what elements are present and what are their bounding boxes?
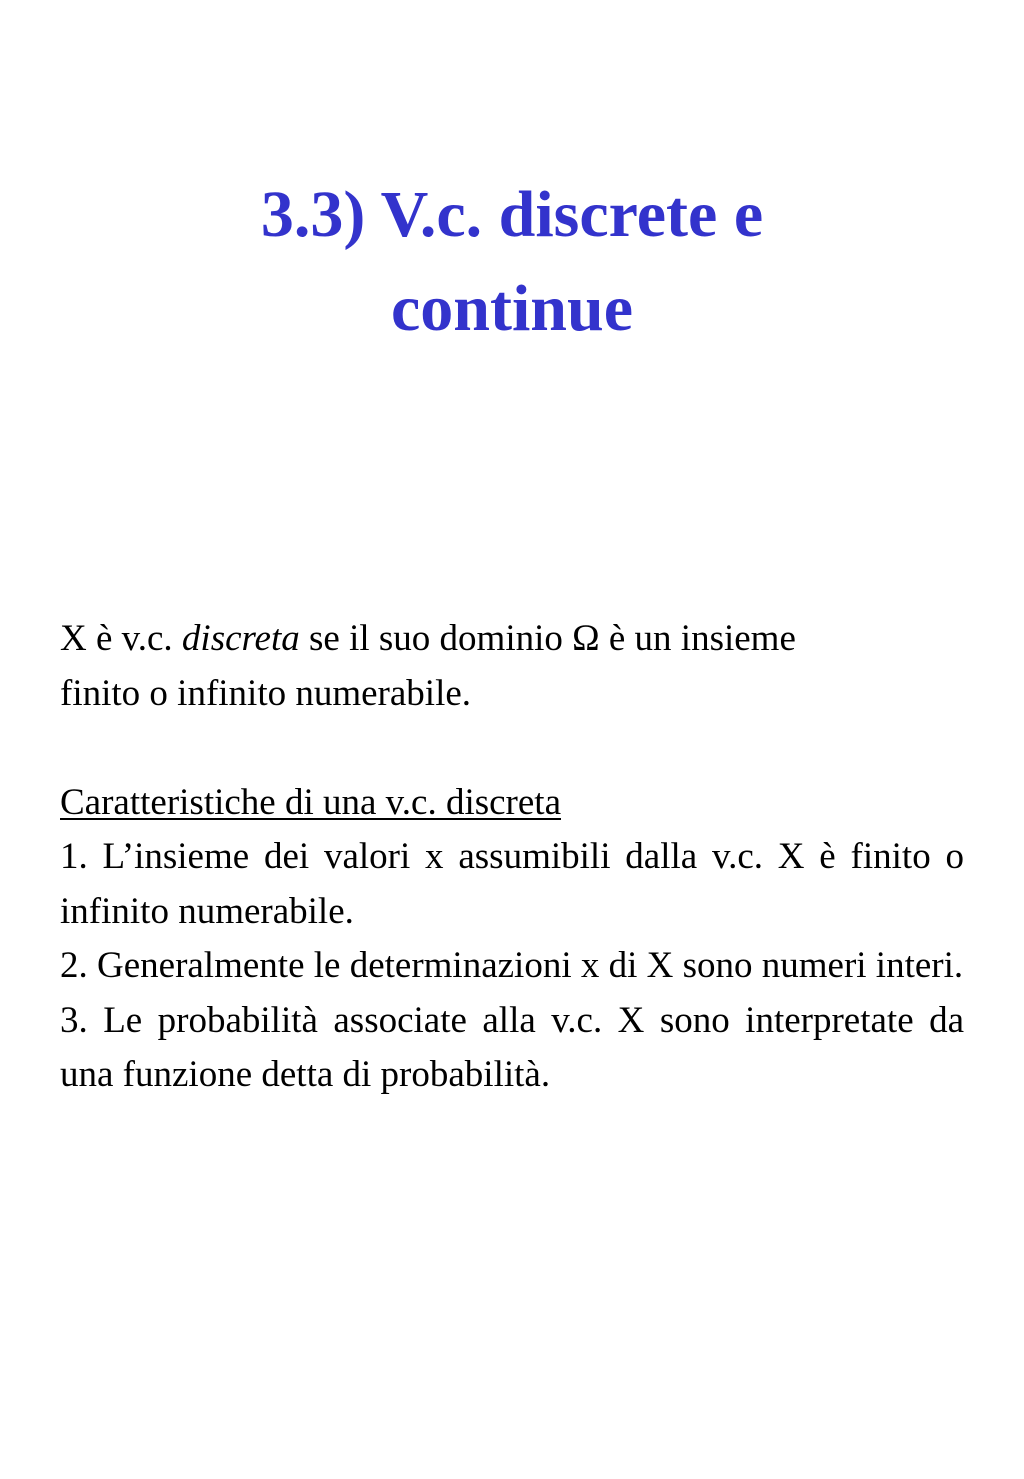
slide-body (60, 612, 964, 1103)
characteristic-item-1: 1. L’insieme dei valori x assumibili dalla v.c. X è finito o infinito numerabile. (60, 836, 964, 932)
characteristic-item-3: 3. Le probabilità associate alla v.c. X sono interpretate da una funzione detta di probabilità. (60, 999, 964, 1095)
paragraph-spacer (60, 721, 964, 776)
definition-line-2: finito o infinito numerabile. (60, 672, 472, 714)
slide-title (0, 168, 1024, 356)
characteristic-item-2: 2. Generalmente le determinazioni x di X sono numeri interi. (60, 945, 964, 986)
definition-rest: se il suo dominio Ω è un insieme (309, 618, 796, 659)
slide-title-line-2: continue (390, 272, 634, 345)
characteristics-heading: Caratteristiche di una v.c. discreta (60, 781, 561, 823)
definition-term: discreta (181, 618, 300, 659)
definition-prefix: X è v.c. (60, 618, 173, 659)
characteristics-heading-row (60, 776, 964, 831)
definition-paragraph (60, 612, 964, 721)
slide-title-line-1: 3.3) V.c. discrete e (260, 178, 764, 251)
